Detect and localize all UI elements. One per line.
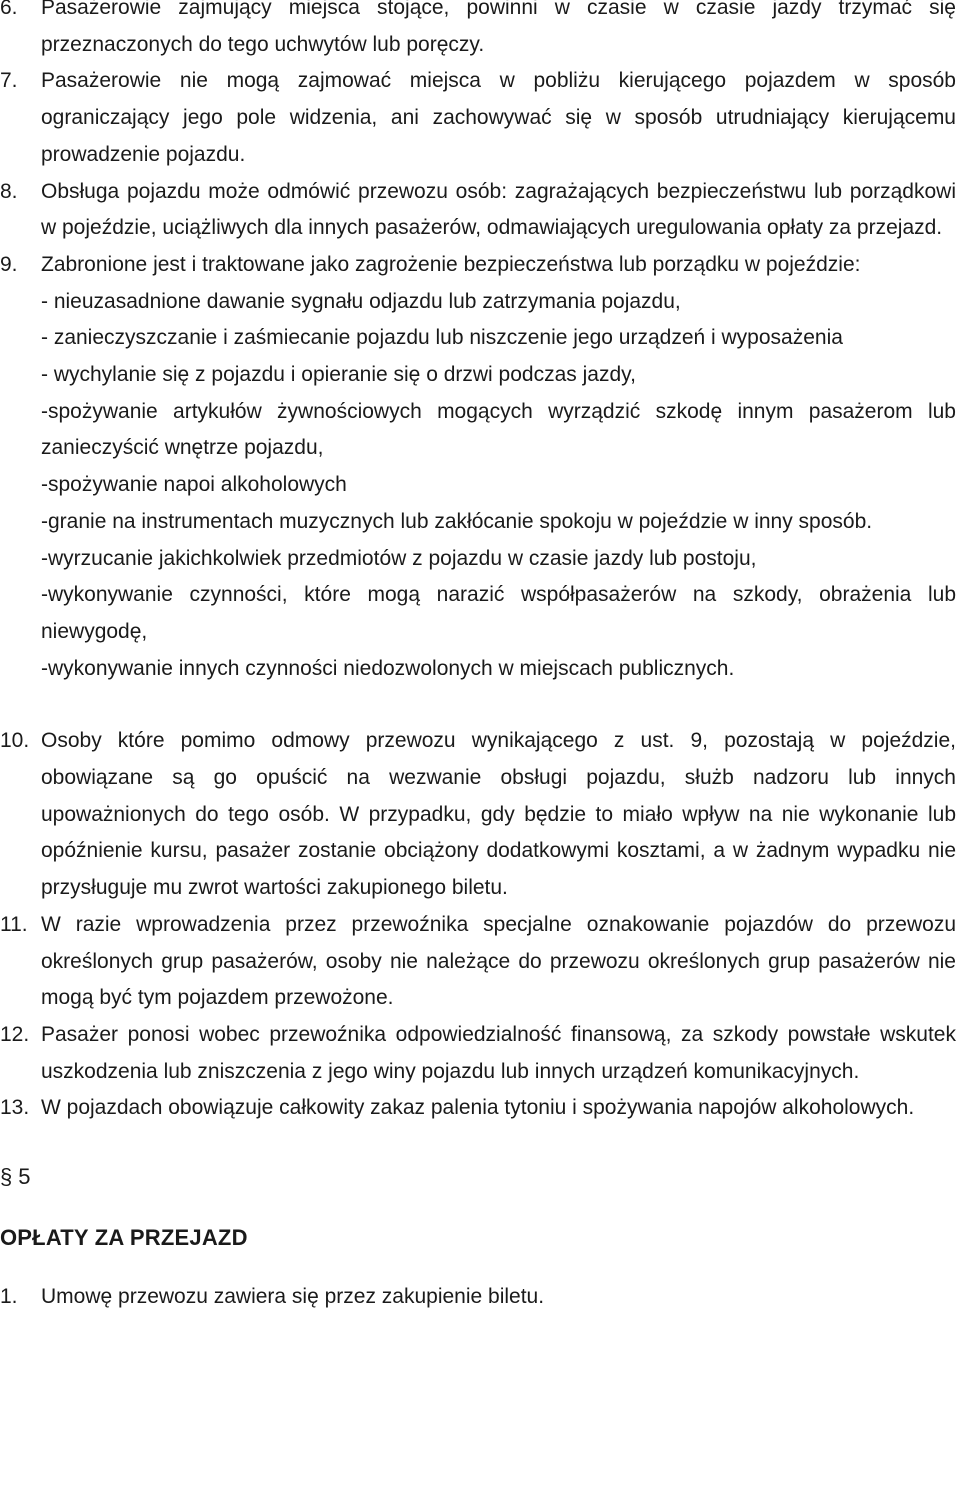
sub-item: -wyrzucanie jakichkolwiek przedmiotów z pojazdu w czasie jazdy lub postoju, [41,546,757,570]
sub-item: -granie na instrumentach muzycznych lub zakłócanie spokoju w pojeździe w inny sposób. [41,509,873,533]
list-item-6 [0,0,960,63]
item-text: Pasażerowie nie mogą zajmować miejsca w pobliżu kierującego pojazdem w sposób ograniczający jego pole widzenia, ani zachowywać się w sposób utrudniający kierującemu prowadzenie pojazdu. [41,69,956,166]
section-symbol: § [0,1163,13,1189]
sub-item: -spożywanie artykułów żywnościowych mogących wyrządzić szkodę innym pasażerom lub zanieczyścić wnętrze pojazdu, [41,399,956,460]
item-number: 10. [0,729,30,753]
list-item-12 [0,1017,960,1090]
section-number: 5 [18,1163,31,1189]
item-intro: Zabronione jest i traktowane jako zagrożenie bezpieczeństwa lub porządku w pojeździe: [41,252,861,276]
sub-item: -wykonywanie czynności, które mogą narazić współpasażerów na szkody, obrażenia lub niewygodę, [41,583,956,643]
item-text: Pasażerowie zajmujący miejsca stojące, powinni w czasie w czasie jazdy trzymać się przeznaczonych do tego uchwytów lub poręczy. [41,0,956,56]
sub-item: - zanieczyszczanie i zaśmiecanie pojazdu lub niszczenie jego urządzeń i wyposażenia [41,326,843,350]
item-number: 11. [0,912,28,936]
item-text: Umowę przewozu zawiera się przez zakupienie biletu. [41,1285,545,1309]
list-item-10 [0,723,960,907]
item-text: Obsługa pojazdu może odmówić przewozu osób: zagrażających bezpieczeństwu lub porządkowi w pojeździe, uciążliwych dla innych pasażerów, odmawiających uregulowania opłaty za przejazd. [41,179,956,240]
paragraph-gap [0,687,960,723]
item-number: 1. [0,1285,18,1309]
list-item-9 [0,247,960,687]
section-marker [0,1157,960,1197]
list-item-13 [0,1090,960,1127]
list-item-11 [0,907,960,1017]
item-text: Pasażer ponosi wobec przewoźnika odpowiedzialność finansową, za szkody powstałe wskutek uszkodzenia lub zniszczenia z jego winy pojazdu lub innych urządzeń komunikacyjnych. [41,1022,956,1083]
item-text: W razie wprowadzenia przez przewoźnika specjalne oznakowanie pojazdów do przewozu określonych grup pasażerów, osoby nie należące do przewozu określonych grup pasażerów nie mogą być tym pojazdem przewożone. [41,912,956,1010]
sub-item: -spożywanie napoi alkoholowych [41,473,347,497]
item-number: 9. [0,252,18,276]
list-item-7 [0,63,960,173]
heading-gap [0,1257,960,1279]
section-list-item-1 [0,1279,960,1316]
list-item-8 [0,174,960,247]
item-number: 7. [0,69,18,93]
sub-item: - wychylanie się z pojazdu i opieranie się o drzwi podczas jazdy, [41,363,636,387]
item-text: Osoby które pomimo odmowy przewozu wynikającego z ust. 9, pozostają w pojeździe, obowiązane są go opuścić na wezwanie obsługi pojazdu, służb nadzoru lub innych upoważnionych do tego osób. W przypadku, gdy będzie to miało wpływ na nie wykonanie lub opóźnienie kursu, pasażer zostanie obciążony dodatkowymi kosztami, a w żadnym wypadku nie przysługuje mu zwrot wartości zakupionego biletu. [41,729,956,900]
sub-item: -wykonywanie innych czynności niedozwolonych w miejscach publicznych. [41,656,735,680]
item-number: 12. [0,1022,30,1046]
item-number: 13. [0,1096,30,1120]
item-text: W pojazdach obowiązuje całkowity zakaz palenia tytoniu i spożywania napojów alkoholowych. [41,1096,915,1120]
section-title: OPŁATY ZA PRZEJAZD [0,1225,248,1251]
item-number: 6. [0,0,18,19]
item-number: 8. [0,179,18,203]
sub-item: - nieuzasadnione dawanie sygnału odjazdu lub zatrzymania pojazdu, [41,289,681,313]
